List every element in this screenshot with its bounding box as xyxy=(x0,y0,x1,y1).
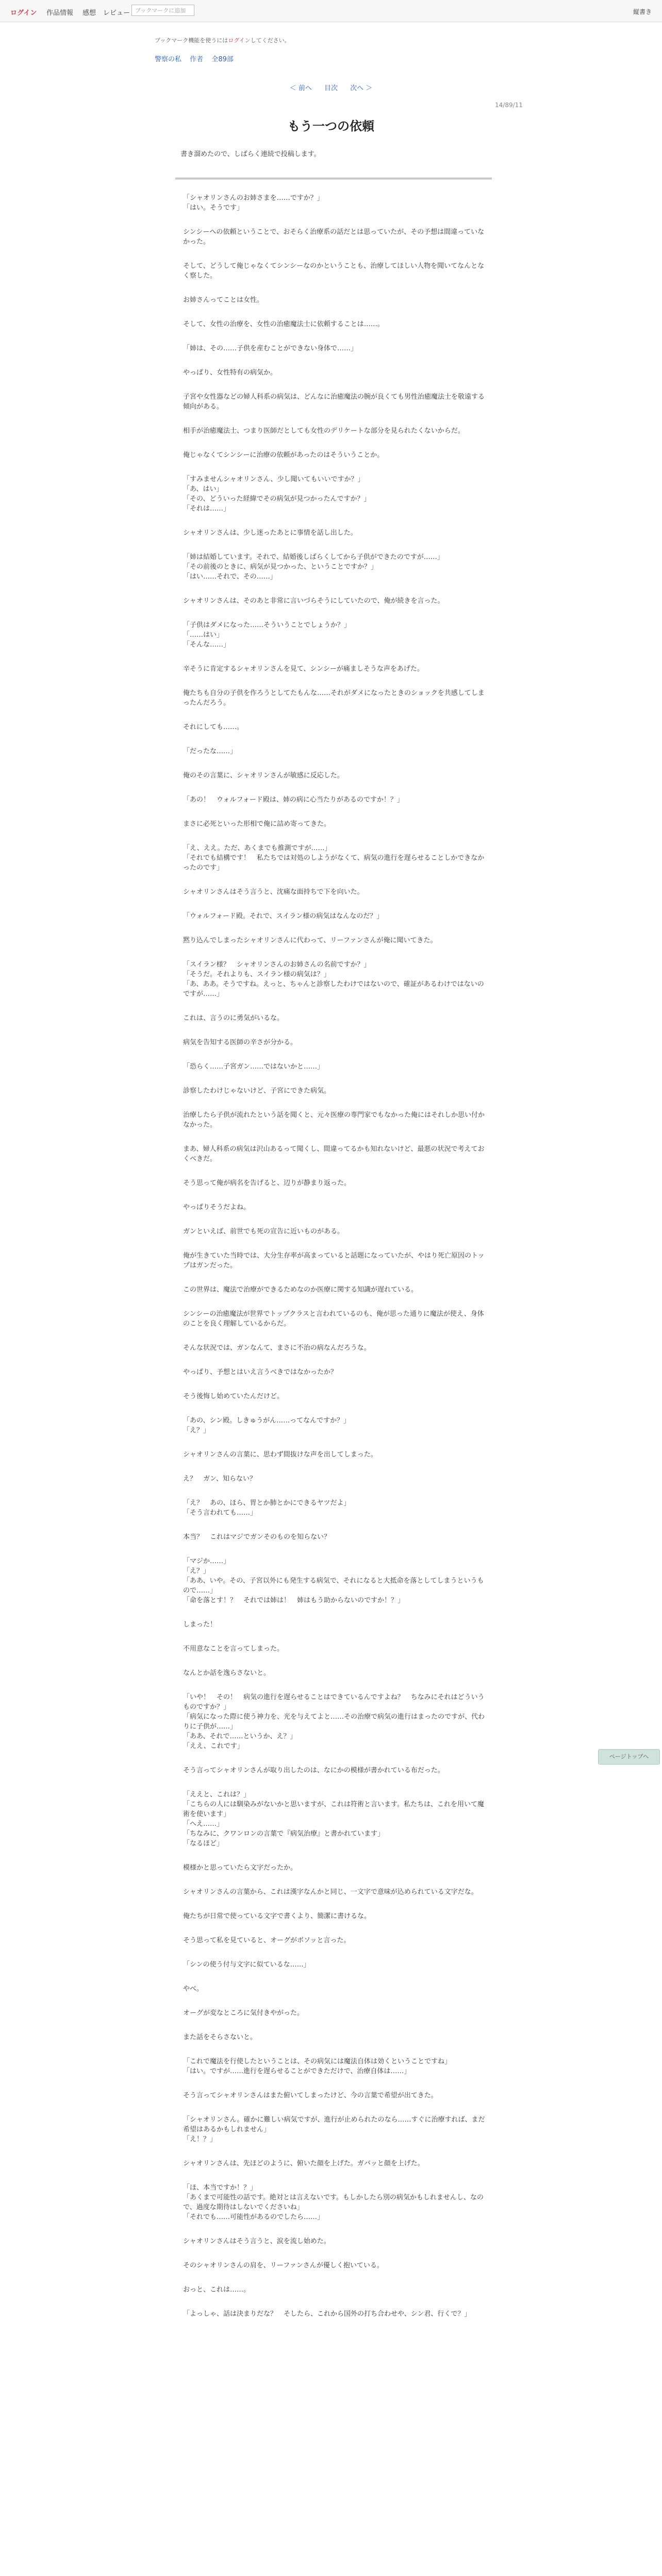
paragraph-gap xyxy=(183,2100,487,2115)
paragraph: 「シャオリンさんのお姉さまを……ですか？」 「はい。そうです」 xyxy=(183,194,324,212)
top-bar xyxy=(0,0,662,22)
paragraph-gap xyxy=(183,1072,487,1086)
prev-link[interactable]: ＜ 前へ xyxy=(289,84,312,92)
paragraph-gap xyxy=(183,945,487,960)
paragraph: シャオリンさんは、そのあと非常に言いづらそうにしていたので、俺が続きを言った。 xyxy=(183,597,444,605)
paragraph: 病気を告知する医師の辛さが分かる。 xyxy=(183,1039,297,1046)
paragraph: また話をそらさないと。 xyxy=(183,2033,257,2041)
paragraph-gap xyxy=(183,1188,487,1202)
paragraph-gap xyxy=(183,1751,487,1766)
paragraph: そして、女性の治療を、女性の治癒魔法士に依頼することは……。 xyxy=(183,320,384,328)
paragraph-gap xyxy=(183,353,487,368)
paragraph: 相手が治癒魔法士、つまり医師だとしても女性のデリケートな部分を見られたくないからだ。 xyxy=(183,427,465,435)
paragraph: 治療したら子供が流れたという話を聞くと、元々医療の専門家でもなかった俺にはそれしか思い付かなかった。 xyxy=(183,1111,485,1129)
paragraph: やっぱりそうだよね。 xyxy=(183,1204,251,1211)
paragraph-gap xyxy=(183,897,487,911)
paragraph: 辛そうに肯定するシャオリンさんを見て、シンシーが痛ましそうな声をあげた。 xyxy=(183,665,424,673)
paragraph: 黙り込んでしまったシャオリンさんに代わって、リーファンさんが俺に聞いてきた。 xyxy=(183,937,437,944)
paragraph: ガンといえば、前世でも死の宣告に近いものがある。 xyxy=(183,1228,344,1235)
paragraph: そう後悔し始めていたんだけど。 xyxy=(183,1393,284,1400)
paragraph: やっぱり、女性特有の病気か。 xyxy=(183,369,277,377)
paragraph-gap xyxy=(183,2270,487,2285)
paragraph: そう言ってシャオリンさんはまた俯いてしまったけど、今の言葉で希望が出てきた。 xyxy=(183,2092,438,2099)
paragraph-gap xyxy=(183,1518,487,1532)
paragraph-gap xyxy=(183,1270,487,1285)
paragraph-gap xyxy=(183,1994,487,2008)
paragraph: 「子供はダメになった……そういうことでしょうか？」 「……はい」 「そんな……」 xyxy=(183,621,351,649)
paragraph-gap xyxy=(183,873,487,887)
bookmark-notice xyxy=(155,36,290,44)
paragraph-gap xyxy=(183,921,487,936)
paragraph: まさに必死といった形相で俺に詰め寄ってきた。 xyxy=(183,820,331,828)
paragraph-gap xyxy=(183,514,487,528)
next-link[interactable]: 次へ ＞ xyxy=(350,84,373,92)
paragraph: しまった！ xyxy=(183,1621,217,1629)
paragraph: そんな状況では、ガンなんて、まさに不治の病なんだろうな。 xyxy=(183,1344,371,1352)
paragraph: 「あの！ ウォルフォード殿は、姉の病に心当たりがあるのですか！？」 xyxy=(183,796,404,804)
paragraph: 「マジか……」 「え？」 「ああ、いや。その、子宮以外にも発生する病気で、それになると大抵命を落としてしまうというもので……」 「命を落とす！？ それでは姉は！ 姉はもう助からないのですか！？」 xyxy=(183,1557,484,1604)
paragraph: 診察したわけじゃないけど、子宮にできた病気。 xyxy=(183,1087,331,1095)
paragraph: 「あの、シン殿。しきゅうがん……ってなんですか？」 「え？」 xyxy=(183,1417,351,1434)
login-link[interactable]: ログイン xyxy=(10,9,37,17)
paragraph-gap xyxy=(183,756,487,771)
paragraph: まあ、婦人科系の病気は沢山あるって聞くし、間違ってるかも知れないけど、最悪の状況で考えておくべきだ。 xyxy=(183,1145,485,1163)
paragraph-gap xyxy=(183,2168,487,2183)
paragraph: 本当？ これはマジでガンそのものを知らない？ xyxy=(183,1533,331,1541)
paragraph-gap xyxy=(183,329,487,344)
novel-body xyxy=(183,193,487,2319)
paragraph-gap xyxy=(183,1130,487,1144)
paragraph: これは、言うのに勇気がいるな。 xyxy=(183,1014,284,1022)
paragraph-gap xyxy=(183,305,487,319)
nav-work-info[interactable]: 作品情報 xyxy=(46,9,74,17)
paragraph: シャオリンさんの言葉に、思わず間抜けな声を出してしまった。 xyxy=(183,1451,377,1459)
notice-suffix: してください。 xyxy=(250,37,290,44)
paragraph-gap xyxy=(183,213,487,227)
paragraph: そのシャオリンさんの肩を、リーファンさんが優しく抱いている。 xyxy=(183,2262,384,2269)
paragraph-gap xyxy=(183,1970,487,1984)
episode-pager xyxy=(0,82,662,92)
paragraph-gap xyxy=(183,1605,487,1620)
paragraph-gap xyxy=(183,1654,487,1668)
breadcrumb-series[interactable]: 警察の私 xyxy=(155,56,182,63)
bookmark-box[interactable]: ブックマークに追加 xyxy=(131,5,194,16)
page-top-button[interactable]: ページトップへ xyxy=(598,1749,660,1765)
paragraph-gap xyxy=(183,1212,487,1227)
breadcrumb-count[interactable]: 全89部 xyxy=(211,56,234,63)
paragraph: やべ。 xyxy=(183,1985,204,1993)
paragraph: この世界は、魔法で治療ができるためなのか医療に関する知識が遅れている。 xyxy=(183,1286,418,1294)
paragraph: シャオリンさんは、先ほどのように、俯いた顔を上げた。ガバッと顔を上げた。 xyxy=(183,2160,424,2167)
nav-impressions[interactable]: 感想 xyxy=(82,9,96,17)
paragraph: 「ええと、これは？」 「こちらの人には馴染みがないかと思いますが、これは符術と言います。私たちは、これを用いて魔術を使います」 「へえ……」 「ちなみに、クワンロンの言葉で『病気治療』と書かれています」 「なるほど」 xyxy=(183,1791,484,1848)
paragraph-gap xyxy=(183,412,487,426)
paragraph: 「え、ええ。ただ、あくまでも推測ですが……」 「それでも結構です！ 私たちでは対処のしようがなくて、病気の進行を遅らせることしかできなかったのです」 xyxy=(183,844,485,872)
paragraph-gap xyxy=(183,1164,487,1178)
notice-prefix: ブックマーク機能を使うには xyxy=(155,37,228,44)
paragraph: 「ほ、本当ですか！？」 「あくまで可能性の話です。絶対とは言えないです。もしかしたら別の病気かもしれませんし、なので、過度な期待はしないでくださいね」 「それでも……可能性があるのでしたら……」 xyxy=(183,2184,484,2221)
paragraph: 「え？ あの、ほら、胃とか肺とかにできるヤツだよ」 「そう言われても……」 xyxy=(183,1499,351,1517)
paragraph-gap xyxy=(183,2018,487,2032)
paragraph: 「すみませんシャオリンさん、少し聞いてもいいですか？」 「あ、はい」 「その、どういった経緯でその病気が見つかったんですか？」 「それは……」 xyxy=(183,476,371,513)
paragraph-gap xyxy=(183,650,487,664)
nav-review[interactable]: レビュー xyxy=(103,9,130,17)
paragraph: 「スイラン様？ シャオリンさんのお姉さんの名前ですか？」 「そうだ。それよりも、スイラン様の病気は？」 「あ、ああ。そうですね。えっと、ちゃんと診察したわけではないので、確証があるわけではないのですが……」 xyxy=(183,961,484,998)
paragraph-gap xyxy=(183,1236,487,1251)
paragraph: お姉さんってことは女性。 xyxy=(183,296,264,304)
paragraph-gap xyxy=(183,281,487,295)
paragraph: 俺が生きていた当時では、大分生存率が高まっていると話題になっていたが、やはり死亡原因のトップはガンだった。 xyxy=(183,1252,485,1269)
paragraph: そう思って私を見ていると、オーグがボソッと言った。 xyxy=(183,1937,351,1944)
paragraph: シンシーへの依頼ということで、おそらく治療系の話だとは思っていたが、その予想は間違っていなかった。 xyxy=(183,228,485,246)
paragraph-gap xyxy=(183,829,487,843)
paragraph: 「よっしゃ、話は決まりだな？ そしたら、これから国外の打ち合わせや、シン君、行くで？」 xyxy=(183,2310,471,2318)
paragraph: 模様かと思っていたら文字だったか。 xyxy=(183,1864,297,1872)
paragraph: 「恐らく……子宮ガン……ではないかと……」 xyxy=(183,1063,324,1071)
paragraph-gap xyxy=(183,1542,487,1556)
paragraph-gap xyxy=(183,1873,487,1887)
paragraph-gap xyxy=(183,1096,487,1110)
paragraph: やっぱり、予想とはいえ言うべきではなかったか？ xyxy=(183,1368,338,1376)
paragraph-gap xyxy=(183,1897,487,1911)
breadcrumb-author[interactable]: 作者 xyxy=(190,56,204,63)
divider xyxy=(175,178,492,179)
paragraph-gap xyxy=(183,674,487,688)
toc-link[interactable]: 目次 xyxy=(324,84,338,92)
paragraph-gap xyxy=(183,1775,487,1790)
paragraph-gap xyxy=(183,1630,487,1644)
paragraph-gap xyxy=(183,805,487,819)
paragraph-gap xyxy=(183,1353,487,1367)
paragraph-gap xyxy=(183,2076,487,2091)
paragraph-gap xyxy=(183,1401,487,1416)
paragraph: シャオリンさんはそう言うと、沈痛な面持ちで下を向いた。 xyxy=(183,888,364,896)
paragraph: 「ウォルフォード殿。それで、スイラン様の病気はなんなのだ？」 xyxy=(183,912,384,920)
paragraph: それにしても……。 xyxy=(183,723,244,731)
paragraph: シャオリンさんは、少し迷ったあとに事情を話し出した。 xyxy=(183,529,357,537)
paragraph-gap xyxy=(183,781,487,795)
paragraph-gap xyxy=(183,1435,487,1450)
paragraph: 「姉は、その……子供を産むことができない身体で……」 xyxy=(183,345,358,352)
vertical-writing-toggle[interactable]: 縦書き xyxy=(633,8,652,15)
paragraph-gap xyxy=(183,999,487,1013)
paragraph: おっと、これは……。 xyxy=(183,2286,251,2294)
paragraph: 「シャオリンさん。確かに難しい病気ですが、進行が止められたのなら……すぐに治療すれば、まだ希望はあるかもしれません」 「え！？」 xyxy=(183,2116,485,2143)
paragraph-gap xyxy=(183,1377,487,1392)
paragraph-gap xyxy=(183,436,487,450)
paragraph: なんとか話を逸らさないと。 xyxy=(183,1669,271,1677)
paragraph-gap xyxy=(183,1023,487,1038)
paragraph-gap xyxy=(183,1678,487,1692)
paragraph-gap xyxy=(183,1460,487,1474)
paragraph: シンシーの治癒魔法が世界でトップクラスと言われているのも、俺が思った通りに魔法が使え、身体のことを良く理解しているからだ。 xyxy=(183,1310,484,1328)
paragraph: 「シンの使う付与文字に似ているな……」 xyxy=(183,1961,310,1969)
paragraph-gap xyxy=(183,247,487,261)
paragraph-gap xyxy=(183,2246,487,2261)
paragraph-gap xyxy=(183,1047,487,1062)
paragraph-gap xyxy=(183,1484,487,1498)
paragraph: 「だったな……」 xyxy=(183,748,237,755)
paragraph: シャオリンさんの言葉から、これは漢字なんかと同じ、一文字で意味が込められている文字だな。 xyxy=(183,1888,478,1896)
paragraph: 俺のその言葉に、シャオリンさんが敏感に反応した。 xyxy=(183,772,344,779)
paragraph: そう思って俺が病名を告げると、辺りが静まり返った。 xyxy=(183,1179,351,1187)
paragraph-gap xyxy=(183,538,487,552)
paragraph: オーグが変なところに気付きやがった。 xyxy=(183,2009,304,2017)
paragraph: 不用意なことを言ってしまった。 xyxy=(183,1645,284,1653)
paragraph-gap xyxy=(183,2144,487,2159)
paragraph-gap xyxy=(183,732,487,747)
paragraph-gap xyxy=(183,1849,487,1863)
paragraph-gap xyxy=(183,378,487,392)
paragraph: シャオリンさんはそう言うと、涙を流し始めた。 xyxy=(183,2238,330,2245)
paragraph-gap xyxy=(183,2295,487,2309)
page-title: もう一つの依頼 xyxy=(288,119,374,133)
paragraph-gap xyxy=(183,1329,487,1343)
paragraph: 俺じゃなくてシンシーに治療の依頼があったのはそういうことか。 xyxy=(183,451,384,459)
paragraph-gap xyxy=(183,1945,487,1960)
paragraph: 「姉は結婚しています。それで、結婚後しばらくしてから子供ができたのですが……」 「その前後のときに、病気が見つかった、ということですか？」 「はい……それで、その……」 xyxy=(183,553,444,581)
paragraph-gap xyxy=(183,606,487,620)
paragraph-gap xyxy=(183,2222,487,2236)
preface-text: 書き溜めたので、しばらく連続で投稿します。 xyxy=(180,150,321,158)
paragraph: 子宮や女性器などの婦人科系の病気は、どんなに治癒魔法の腕が良くても男性治癒魔法士を敬遠する傾向がある。 xyxy=(183,393,485,411)
paragraph-gap xyxy=(183,582,487,596)
paragraph: そして、どうして俺じゃなくてシンシーなのかということも、治療してほしい人物を聞いてなんとなく察した。 xyxy=(183,262,485,280)
paragraph: 「いや！ その！ 病気の進行を遅らせることはできているんですよね？ ちなみにそれはどういうものですか？」 「病気になった際に使う神力を、光を与えてよと……その治療で病気の進行はまったのですが、代わりに子供が……」 「ああ、それで……というか、え？」 「ええ、これです」 xyxy=(183,1693,485,1750)
paragraph: 俺たちも自分の子供を作ろうとしてたもんな……それがダメになったときのショックを共感してしまったんだろう。 xyxy=(183,689,485,707)
paragraph-gap xyxy=(183,2042,487,2057)
paragraph-gap xyxy=(183,1921,487,1936)
episode-number: 14/89/11 xyxy=(495,101,523,109)
paragraph: 俺たちが日常で使っている文字で書くより、簡潔に書けるな。 xyxy=(183,1912,371,1920)
breadcrumb xyxy=(155,54,240,63)
paragraph: 「これで魔法を行使したということは、その病気には魔法自体は効くということですね」 「はい。ですが……進行を遅らせることができただけで、治療自体は……」 xyxy=(183,2058,452,2075)
notice-login-link[interactable]: ログイン xyxy=(228,37,251,44)
paragraph: そう言ってシャオリンさんが取り出したのは、なにかの模様が書かれている布だった。 xyxy=(183,1767,444,1774)
paragraph-gap xyxy=(183,460,487,474)
paragraph-gap xyxy=(183,708,487,722)
paragraph: え？ ガン、知らない？ xyxy=(183,1475,256,1483)
paragraph-gap xyxy=(183,1295,487,1309)
